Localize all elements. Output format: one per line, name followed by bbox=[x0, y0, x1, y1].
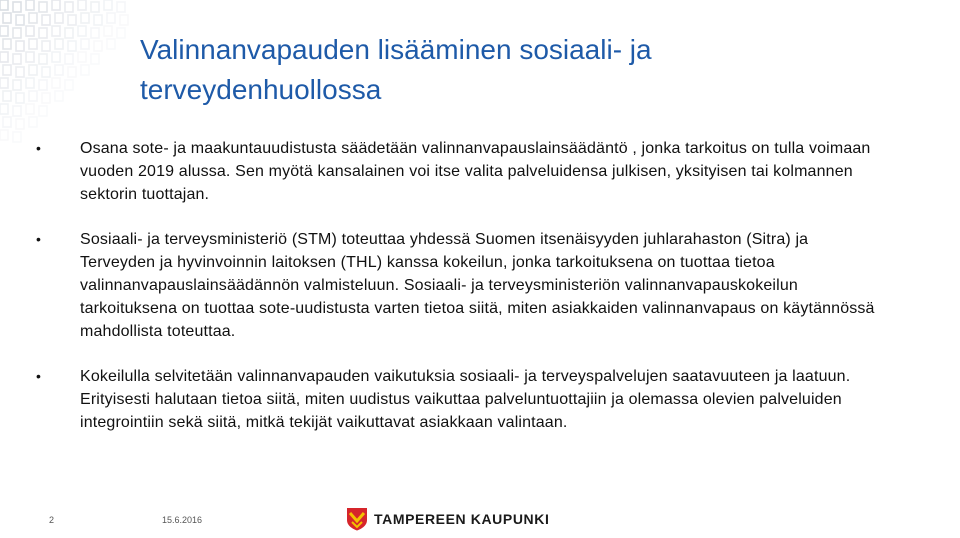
bullet-item bbox=[36, 228, 886, 343]
slide-title: Valinnanvapauden lisääminen sosiaali- ja terveydenhuollossa bbox=[140, 34, 652, 105]
bullet-list bbox=[36, 137, 886, 434]
logo-text: TAMPEREEN KAUPUNKI bbox=[374, 511, 550, 527]
bullet-item bbox=[36, 365, 886, 434]
footer-date: 15.6.2016 bbox=[162, 515, 203, 525]
bullet-text: Kokeilulla selvitetään valinnanvapauden vaikutuksia sosiaali- ja terveyspalvelujen saatavuuteen ja laatuun. Erityisesti halutaan tietoa siitä, miten uudistus vaikuttaa palveluntuottajiin ja olemassa olevien palveluiden integrointiin sekä siitä, mitkä tekijät vaikuttavat asiakkaan valintaan. bbox=[80, 368, 851, 431]
bullet-item bbox=[36, 137, 886, 206]
bullet-text: Osana sote- ja maakuntauudistusta säädetään valinnanvapauslainsäädäntö , jonka tarkoitus on tulla voimaan vuoden 2019 alussa. Sen myötä kansalainen voi itse valita palveluidensa julkisen, yksityisen tai kolmannen sektorin tuottajan. bbox=[80, 140, 871, 203]
footer-logo bbox=[346, 507, 549, 531]
bullet-marker: • bbox=[36, 140, 42, 156]
bullet-marker: • bbox=[36, 231, 42, 247]
page-number: 2 bbox=[49, 515, 55, 525]
tampere-coat-of-arms-icon bbox=[346, 507, 368, 531]
bullet-text: Sosiaali- ja terveysministeriö (STM) toteuttaa yhdessä Suomen itsenäisyyden juhlarahaston (Sitra) ja Terveyden ja hyvinvoinnin laitoksen (THL) kanssa kokeilun, jonka tarkoituksena on tuottaa tietoa valinnanvapauslainsäädännön valmisteluun. Sosiaali- ja terveysministeriön valinnanvapauskokeilun tarkoituksena on tuottaa sote-uudistusta varten tietoa siitä, miten asiakkaiden valinnanvapaus on käytännössä mahdollista toteuttaa. bbox=[80, 231, 875, 340]
bullet-marker: • bbox=[36, 368, 42, 384]
building-pattern-decoration bbox=[0, 0, 135, 150]
